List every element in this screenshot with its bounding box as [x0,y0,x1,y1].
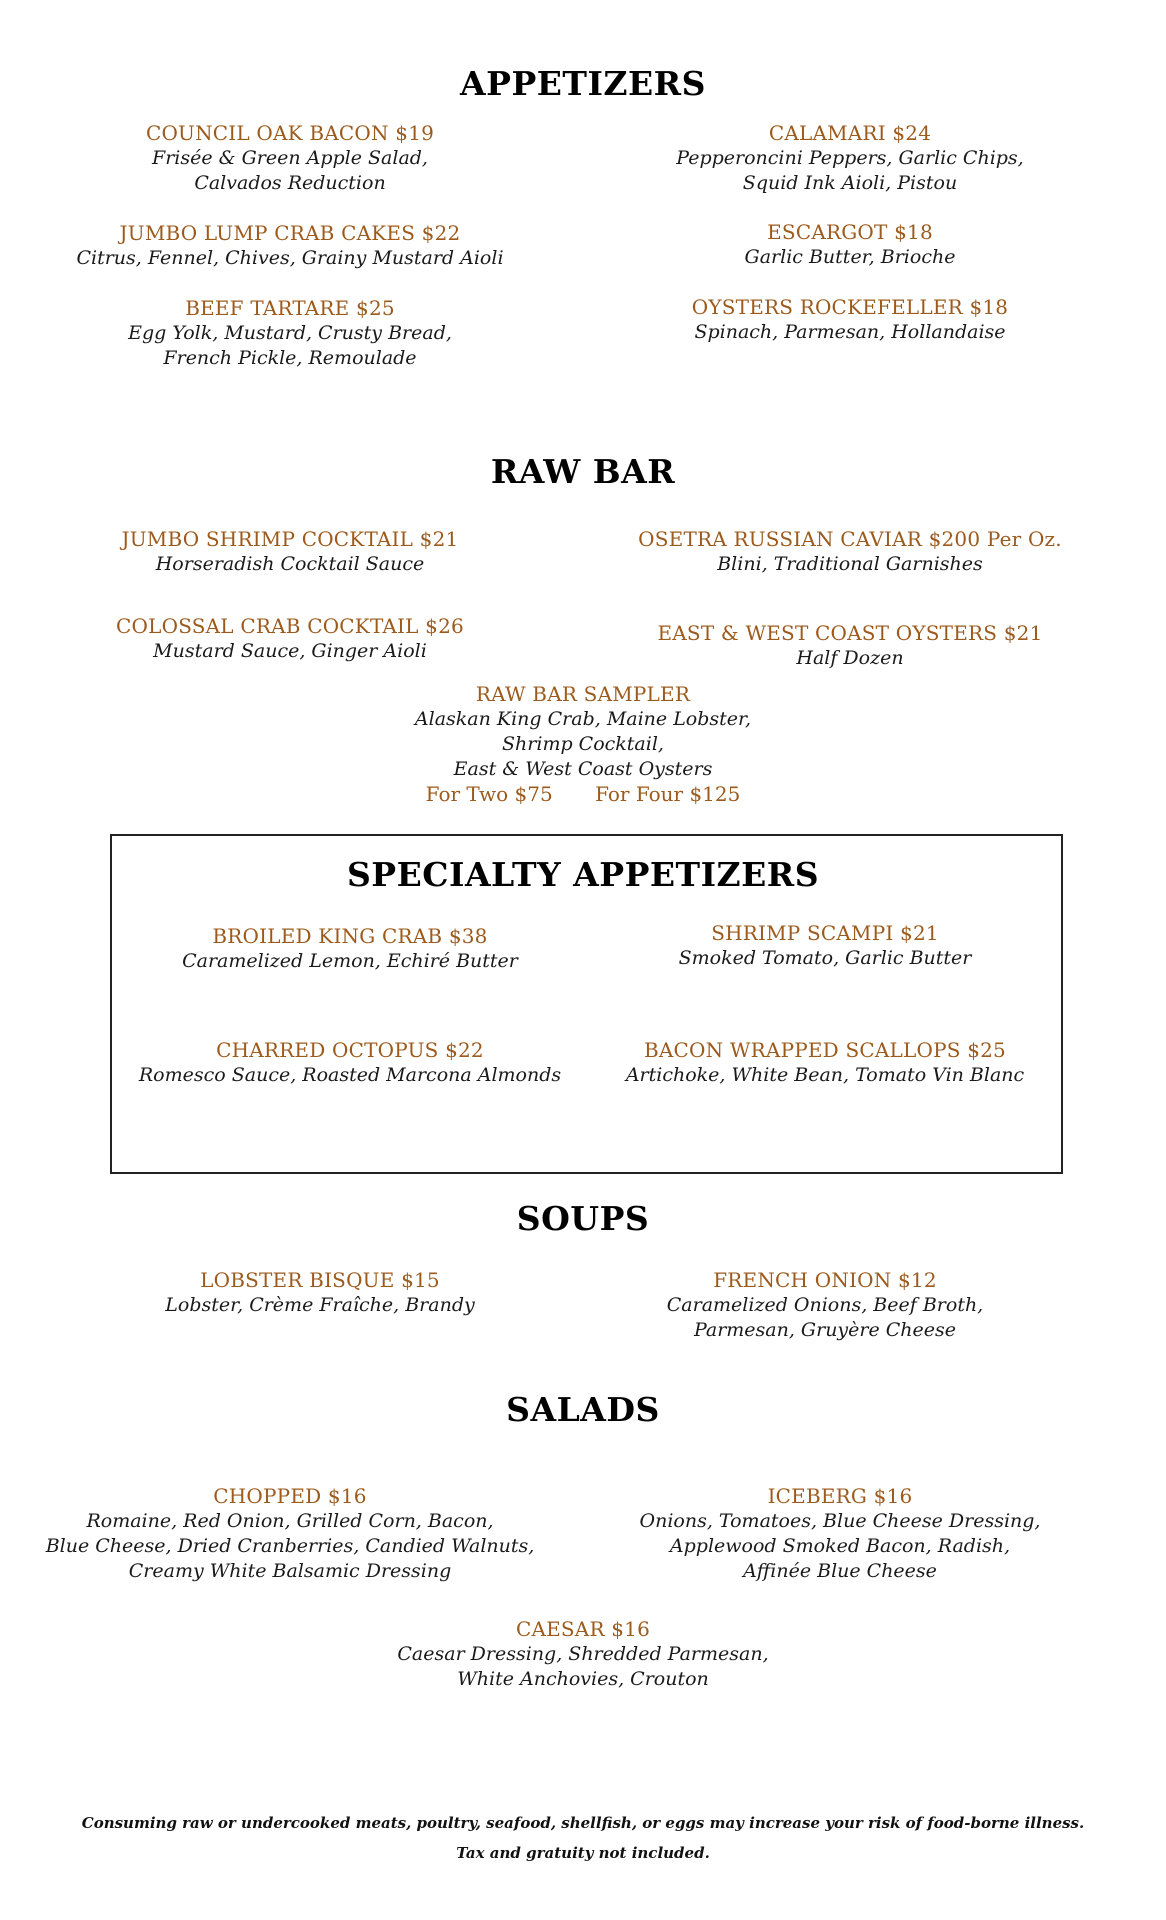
item-description [283,707,883,782]
menu-item-calamari [590,121,1110,196]
menu-item-chopped-salad [10,1484,570,1584]
item-name: BROILED KING CRAB $38 [212,924,488,948]
item-name: ICEBERG $16 [767,1484,913,1508]
menu-item-charred-octopus [90,1038,610,1088]
desc-line: Caramelized Lemon, Echiré Butter [182,950,518,972]
price-for-four: For Four $125 [595,782,741,806]
desc-line: Lobster, Crème Fraîche, Brandy [165,1294,475,1316]
item-name: BEEF TARTARE $25 [185,296,395,320]
item-name: ESCARGOT $18 [767,220,933,244]
item-name: LOBSTER BISQUE $15 [200,1268,440,1292]
item-description [565,1293,1085,1343]
raw-bar-heading: RAW BAR [490,452,676,491]
menu-item-colossal-crab-cocktail [30,614,550,664]
desc-line: Pepperoncini Peppers, Garlic Chips, [676,147,1024,169]
menu-item-beef-tartare [30,296,550,371]
item-name: CALAMARI $24 [768,121,932,145]
soups-heading: SOUPS [516,1199,650,1238]
desc-line: Applewood Smoked Bacon, Radish, [669,1535,1011,1557]
desc-line: Horseradish Cocktail Sauce [155,553,425,575]
desc-line: Spinach, Parmesan, Hollandaise [694,321,1006,343]
item-name: CAESAR $16 [515,1617,651,1641]
menu-item-council-oak-bacon [30,121,550,196]
desc-line: Onions, Tomatoes, Blue Cheese Dressing, [639,1510,1041,1532]
desc-line: Squid Ink Aioli, Pistou [742,172,958,194]
desc-line: Half Dozen [796,647,904,669]
food-safety-warning: Consuming raw or undercooked meats, poultry, seafood, shellfish, or eggs may increase your risk of food-borne illness. [81,1814,1085,1832]
desc-line: Alaskan King Crab, Maine Lobster, [414,708,752,730]
desc-line: Mustard Sauce, Ginger Aioli [153,640,427,662]
menu-item-osetra-caviar [580,527,1120,577]
desc-line: Citrus, Fennel, Chives, Grainy Mustard Aioli [76,247,504,269]
item-description [580,646,1120,671]
menu-item-caesar-salad [283,1617,883,1692]
menu-item-iceberg-salad [580,1484,1100,1584]
desc-line: Frisée & Green Apple Salad, [152,147,428,169]
salads-heading: SALADS [506,1390,660,1429]
desc-line: Calvados Reduction [194,172,386,194]
item-description [565,946,1085,971]
desc-line: French Pickle, Remoulade [163,347,417,369]
item-description [283,1642,883,1692]
item-description [90,1063,610,1088]
desc-line: Creamy White Balsamic Dressing [128,1560,452,1582]
desc-line: Garlic Butter, Brioche [744,246,956,268]
item-description [580,1509,1100,1584]
item-description [565,1063,1085,1088]
desc-line: Artichoke, White Bean, Tomato Vin Blanc [625,1064,1025,1086]
price-for-two: For Two $75 [425,782,553,806]
item-name: JUMBO SHRIMP COCKTAIL $21 [121,527,459,551]
menu-item-raw-bar-sampler [283,682,883,807]
desc-line: Blue Cheese, Dried Cranberries, Candied Walnuts, [45,1535,535,1557]
desc-line: Romesco Sauce, Roasted Marcona Almonds [138,1064,562,1086]
menu-item-coast-oysters [580,621,1120,671]
desc-line: Egg Yolk, Mustard, Crusty Bread, [128,322,452,344]
desc-line: Caramelized Onions, Beef Broth, [666,1294,984,1316]
appetizers-heading: APPETIZERS [460,64,706,103]
item-description [30,146,550,196]
menu-item-lobster-bisque [60,1268,580,1318]
item-description [90,949,610,974]
item-description [580,552,1120,577]
desc-line: Romaine, Red Onion, Grilled Corn, Bacon, [86,1510,494,1532]
item-name: COUNCIL OAK BACON $19 [145,121,435,145]
item-description [30,552,550,577]
menu-item-shrimp-scampi [565,921,1085,971]
menu-item-french-onion [565,1268,1085,1343]
menu-item-crab-cakes [30,221,550,271]
item-name: BACON WRAPPED SCALLOPS $25 [644,1038,1006,1062]
menu-item-broiled-king-crab [90,924,610,974]
desc-line: East & West Coast Oysters [453,758,713,780]
item-description [30,639,550,664]
item-name: OSETRA RUSSIAN CAVIAR $200 Per Oz. [638,527,1062,551]
desc-line: Affinée Blue Cheese [743,1560,937,1582]
desc-line: Shrimp Cocktail, [502,733,664,755]
item-description [30,321,550,371]
item-name: CHARRED OCTOPUS $22 [216,1038,484,1062]
menu-item-escargot [590,220,1110,270]
item-name: CHOPPED $16 [213,1484,367,1508]
menu-item-bacon-wrapped-scallops [565,1038,1085,1088]
item-description [590,245,1110,270]
item-name: SHRIMP SCAMPI $21 [711,921,939,945]
item-description [30,246,550,271]
item-description [60,1293,580,1318]
item-description [590,146,1110,196]
desc-line: Blini, Traditional Garnishes [717,553,983,575]
item-name: EAST & WEST COAST OYSTERS $21 [657,621,1043,645]
desc-line: Parmesan, Gruyère Cheese [693,1319,957,1341]
sampler-prices [283,782,883,807]
menu-item-shrimp-cocktail [30,527,550,577]
desc-line: White Anchovies, Crouton [457,1668,709,1690]
menu-item-oysters-rockefeller [590,295,1110,345]
item-name: OYSTERS ROCKEFELLER $18 [691,295,1009,319]
tax-notice: Tax and gratuity not included. [456,1844,710,1862]
desc-line: Smoked Tomato, Garlic Butter [678,947,972,969]
item-name: JUMBO LUMP CRAB CAKES $22 [119,221,461,245]
specialty-appetizers-heading: SPECIALTY APPETIZERS [346,855,820,894]
item-description [10,1509,570,1584]
item-name: RAW BAR SAMPLER [475,682,691,706]
item-name: COLOSSAL CRAB COCKTAIL $26 [116,614,464,638]
item-description [590,320,1110,345]
item-name: FRENCH ONION $12 [713,1268,937,1292]
desc-line: Caesar Dressing, Shredded Parmesan, [397,1643,769,1665]
